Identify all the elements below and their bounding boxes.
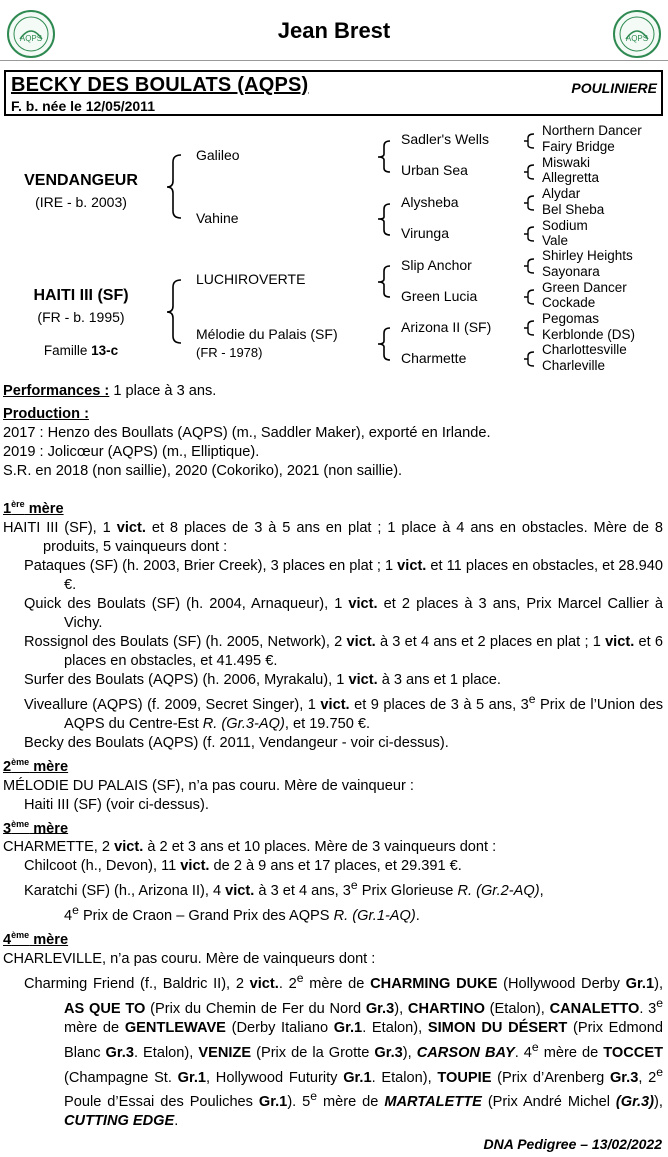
pedigree-g4-2: Fairy Bridge xyxy=(542,139,615,154)
third-dam-offspring-1: Chilcoot (h., Devon), 11 vict. de 2 à 9 ans et 17 places, et 29.391 €. xyxy=(24,858,462,875)
second-dam-intro: MÉLODIE DU PALAIS (SF), n’a pas couru. Mère de vainqueur : xyxy=(3,777,414,794)
breeder-name: Jean Brest xyxy=(277,18,391,43)
fourth-dam-offspring: Charming Friend (f., Baldric II), 2 vict.. 2e mère de CHARMING DUKE (Hollywood Derby Gr.1), AS QUE TO (Prix du Chemin de Fer du Nord Gr.3), CHARTINO (Etalon), CANALETTO. 3e mère de GENTLEWAVE (Derby Italiano Gr.1. Etalon), SIMON DU DÉSERT (Prix Edmond Blanc Gr.3. Etalon), VENIZE (Prix de la Grotte Gr.3), CARSON BAY. 4e mère de TOCCET (Champagne St. Gr.1, Hollywood Futurity Gr.1. Etalon), TOUPIE (Prix d’Arenberg Gr.3, 2e Poule d’Essai des Pouliches Gr.1). 5e mère de MARTALETTE (Prix André Michel (Gr.3)), CUTTING EDGE. xyxy=(24,971,664,1130)
pedigree-g2-4-info: (FR - 1978) xyxy=(196,345,263,360)
horse-info: F. b. née le 12/05/2011 xyxy=(11,98,155,114)
pedigree-g4-16: Charleville xyxy=(542,358,606,373)
pedigree-g4-10: Sayonara xyxy=(542,264,600,279)
pedigree-g4-13: Pegomas xyxy=(542,311,600,326)
performances: Performances : 1 place à 3 ans. xyxy=(3,383,217,399)
pedigree-g4-3: Miswaki xyxy=(542,155,591,170)
first-dam-heading: 1ère mère xyxy=(3,499,64,517)
horse-header-box xyxy=(4,70,663,116)
pedigree-g4-6: Bel Sheba xyxy=(542,202,605,217)
pedigree-g4-9: Shirley Heights xyxy=(542,248,633,263)
horse-name: BECKY DES BOULATS (AQPS) xyxy=(11,74,309,96)
pedigree-g2-1: Galileo xyxy=(196,147,240,163)
pedigree-g3-3: Alysheba xyxy=(401,194,459,210)
pedigree-g3-5: Slip Anchor xyxy=(401,257,472,273)
pedigree-body xyxy=(3,382,663,1131)
pedigree-g2-3: LUCHIROVERTE xyxy=(196,271,306,287)
svg-text:AQPS: AQPS xyxy=(625,34,649,43)
offspring-2: Quick des Boulats (SF) (h. 2004, Arnaqueur), 1 vict. et 2 places à 3 ans, Prix Marcel Callier à Vichy. xyxy=(24,595,663,631)
pedigree-g4-12: Cockade xyxy=(542,295,596,310)
pedigree-g4-8: Vale xyxy=(542,233,569,248)
production-line-1: 2017 : Henzo des Boullats (AQPS) (m., Saddler Maker), exporté en Irlande. xyxy=(3,425,491,441)
third-dam-offspring-2: Karatchi (SF) (h., Arizona II), 4 vict. à 3 et 4 ans, 3e Prix Glorieuse R. (Gr.2-AQ), 4e Prix de Craon – Grand Prix des AQPS R. (Gr.1-AQ). xyxy=(24,878,544,925)
third-dam-intro: CHARMETTE, 2 vict. à 2 et 3 ans et 10 places. Mère de 3 vainqueurs dont : xyxy=(3,839,497,856)
sire-name: VENDANGEUR xyxy=(24,172,138,189)
pedigree-g4-11: Green Dancer xyxy=(542,280,627,295)
second-dam-heading: 2ème mère xyxy=(3,756,69,775)
pedigree-g2-4: Mélodie du Palais (SF) xyxy=(196,326,338,342)
aqps-logo-right xyxy=(612,9,662,59)
offspring-3: Rossignol des Boulats (SF) (h. 2005, Network), 2 vict. à 3 et 4 ans et 2 places en plat ; 1 vict. et 6 places en obstacles, et 41.495 €. xyxy=(24,633,663,669)
offspring-6: Becky des Boulats (AQPS) (f. 2011, Vendangeur - voir ci-dessus). xyxy=(24,734,449,751)
pedigree-g4-1: Northern Dancer xyxy=(542,123,642,138)
header-divider xyxy=(0,60,668,61)
sire-info: (IRE - b. 2003) xyxy=(35,194,127,210)
pedigree-g4-14: Kerblonde (DS) xyxy=(542,327,636,342)
production-line-2: 2019 : Jolicœur (AQPS) (m., Elliptique). xyxy=(3,444,260,460)
pedigree-g3-4: Virunga xyxy=(401,225,450,241)
horse-status: POULINIERE xyxy=(571,80,657,96)
fourth-dam-heading: 4ème mère xyxy=(3,930,69,949)
offspring-5: Viveallure (AQPS) (f. 2009, Secret Singer), 1 vict. et 9 places de 3 à 5 ans, 3e Prix de l’Union des AQPS du Centre-Est R. (Gr.3-AQ), et 19.750 €. xyxy=(24,691,663,732)
third-dam-heading: 3ème mère xyxy=(3,818,69,837)
production-heading: Production : xyxy=(3,406,89,422)
pedigree-g4-4: Allegretta xyxy=(542,170,600,185)
second-dam-offspring: Haiti III (SF) (voir ci-dessus). xyxy=(24,796,209,813)
dam-info: (FR - b. 1995) xyxy=(37,309,125,325)
offspring-4: Surfer des Boulats (AQPS) (h. 2006, Myrakalu), 1 vict. à 3 ans et 1 place. xyxy=(24,671,501,688)
svg-text:AQPS: AQPS xyxy=(19,34,43,43)
dam-name: HAITI III (SF) xyxy=(33,287,129,304)
pedigree-g4-5: Alydar xyxy=(542,186,581,201)
fourth-dam-intro: CHARLEVILLE, n’a pas couru. Mère de vainqueurs dont : xyxy=(3,951,376,968)
production-line-3: S.R. en 2018 (non saillie), 2020 (Cokoriko), 2021 (non saillie). xyxy=(3,463,403,479)
dam-family: Famille 13-c xyxy=(43,343,119,358)
pedigree-g4-7: Sodium xyxy=(542,218,588,233)
pedigree-g2-2: Vahine xyxy=(196,210,239,226)
footer-source: DNA Pedigree – 13/02/2022 xyxy=(483,1136,662,1152)
first-dam-intro: HAITI III (SF), 1 vict. et 8 places de 3 à 5 ans en plat ; 1 place à 4 ans en obstacles. Mère de 8 produits, 5 vainqueurs dont : xyxy=(3,519,664,555)
pedigree-g3-8: Charmette xyxy=(401,350,467,366)
pedigree-g4-15: Charlottesville xyxy=(542,342,627,357)
pedigree-g3-7: Arizona II (SF) xyxy=(401,319,492,335)
offspring-1: Pataques (SF) (h. 2003, Brier Creek), 3 places en plat ; 1 vict. et 11 places en obstacles, et 28.940 €. xyxy=(24,557,664,593)
pedigree-g3-2: Urban Sea xyxy=(401,162,468,178)
pedigree-g3-1: Sadler's Wells xyxy=(401,131,489,147)
pedigree-g3-6: Green Lucia xyxy=(401,288,478,304)
